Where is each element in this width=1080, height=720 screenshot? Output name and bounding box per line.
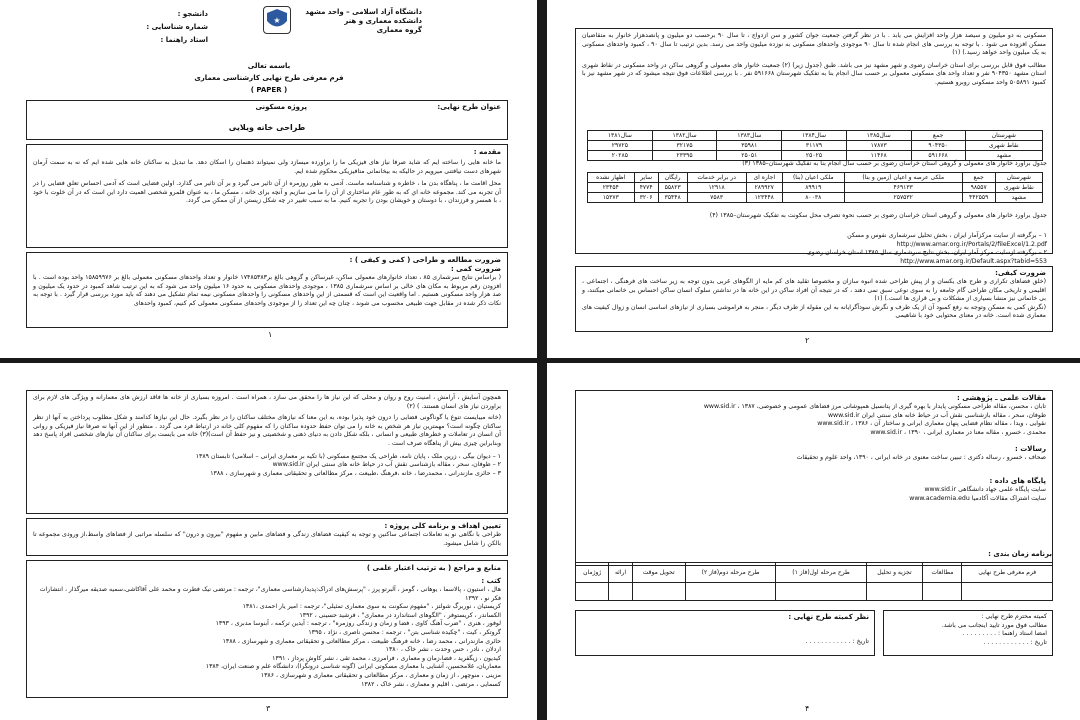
schedule-header-cell: طرح مرحله اول(فاز ۱) xyxy=(776,563,866,583)
book-item: کیدیون ، زیگفرید ، فضا،زمان و معماری ، فرامرزی ، محمد تقی ، نشر کاوش پرداز ، ۱۳۹۱ xyxy=(272,654,501,662)
table-cell: سال۱۳۸۱ xyxy=(588,131,653,141)
table-cell: نقاط شهری xyxy=(965,141,1042,151)
footnote-item: ۱ – دیوان بیگی ، زرین ملک ، پایان نامه، طراحی یک مجتمع مسکونی (با تکیه بر معماری ایرانی – اسلامی) تابستان ۱۳۸۹ xyxy=(195,452,501,460)
table1-caption: جدول براورد خانوار های معمولی و گروهی استان خراسان رضوی بر حسب سال انجام بنا به تفکیک شهرستان–۱۳۸۵ (۳) xyxy=(742,160,1047,167)
schedule-cell xyxy=(962,583,1053,601)
table-cell: ۲۵۰۵۱ xyxy=(717,151,782,161)
table-cell: ۹۰۴۳۵۰ xyxy=(911,141,965,151)
database-item: سایت پایگاه علمی جهاد دانشگاهی www.sid.ir xyxy=(924,485,1046,493)
table-row xyxy=(576,563,1053,583)
table-row xyxy=(588,151,1043,161)
book-item: اردلان ، نادر ، حس وحدت ، نشر خاک ، ۱۳۸۰ xyxy=(385,646,501,654)
table-cell: ۲۳۴۵۴ xyxy=(588,183,635,193)
table-row xyxy=(588,131,1043,141)
table-cell: ۳۲۰۶ xyxy=(634,193,658,203)
table-cell: ۵۵۸۲۳ xyxy=(658,183,687,193)
table-row xyxy=(588,183,1043,193)
table-cell: ۸۹۹۱۹ xyxy=(782,183,844,193)
table-cell: در برابر خدمات xyxy=(687,173,746,183)
quant-necessity-title: ضرورت کمی : xyxy=(450,265,501,273)
necessity-title: ضرورت مطالعه و طراحی ( کمی و کیفی ) : xyxy=(349,256,501,264)
page-3 xyxy=(8,366,530,720)
table-cell: ملکی عرصه و اعیان (زمین و بنا) xyxy=(844,173,962,183)
student-id-label: شماره شناسایی : xyxy=(146,23,208,31)
table-cell: رایگان xyxy=(658,173,687,183)
table-cell: سال۱۳۸۳ xyxy=(717,131,782,141)
table-cell: ۱۲۳۴۴۸ xyxy=(746,193,782,203)
table-cell: ۲۸۹۹۲۷ xyxy=(746,183,782,193)
schedule-header-cell: مطالعات xyxy=(923,563,962,583)
table-cell: ۳۱۱۷۹ xyxy=(782,141,847,151)
qual-continued-text-2: (خانه میبایست تنوع یا گوناگونی فضایی را درون خود پذیرا بوده، به این معنا که نیازهای مختلف ساکنان را در نظر بگیرد. حال این نیازها کدامند و شکل مطلوب پرداختن به آنها از نظر ساکنان چگونه است؟ مهمترین نیاز هر شخص به خانه را می توان حفظ حدوده ساکنان را که مفهوم کلی خانه در ارتباط فرد می گردد . منظور از این آنها نه صرفا نیاز فیزیکی و روانی آن انسان در تعاملات و خطرهای طبیعی و انسانی ، بلکه شکل دادن به دنیای ذهنی و شخصیتی و نیز حفظ آن است)(۳) خانه می بایست برای ساکنان آن نیازهای شخصی افراد پاسخ دهد وبنابراین چیزی بیش از پناهگاه صرف است . xyxy=(33,414,501,447)
page-number: ۲ xyxy=(805,336,810,345)
table-cell: سال۱۳۸۴ xyxy=(782,131,847,141)
table-cell: مشهد xyxy=(995,193,1042,203)
form-title: فرم معرفی طرح نهایی کارشناسی معماری xyxy=(194,74,344,82)
table2-caption: جدول براورد خانوار های معمولی و گروهی استان خراسان رضوی بر حسب نحوه تصرف محل سکونت به تفکیک شهرستان–۱۳۸۵ (۴) xyxy=(709,212,1047,219)
table-cell: ۲۵۷۵۳۲ xyxy=(844,193,962,203)
table-cell: مشهد xyxy=(965,151,1042,161)
mashhad-analysis-text: مطالب فوق قابل بررسی برای استان خراسان رضوی و شهر مشهد نیز می باشد. طبق (جدول زیر) (۲) جمعیت خانوار های معمولی و گروهی ساکن در واحد مسکونی در نقاط شهری استان مشهد ۹۰۴۳۵۰ نفر و تعداد واحد های مسکونی معمولی بر حسب سال انجام بنا به تفکیک شهرستان ۵۹۱۶۶۸ نفر . با بررسی اطلاعات فوق نتیجه میشود که در شهر مشهد نیز با کمبود ۵۰۵۸۹۱ واحد مسکونی روبرو هستیم. xyxy=(582,61,1046,86)
page-separator-vertical xyxy=(537,0,547,720)
table-row xyxy=(576,583,1053,601)
advisor-line: تاریخ : . . . . . . . . . . . . xyxy=(983,638,1047,646)
page-1 xyxy=(8,0,530,354)
table-cell: ۱۲۹۱۸ xyxy=(687,183,746,193)
article-item: نقوایی ، ویدا ، مقاله نظام فضایی پنهان معماری ایرانی و ساختار آن ، ۱۳۸۶ ، www.sid.ir xyxy=(817,420,1046,428)
basmala: باسمه تعالی xyxy=(247,62,291,70)
schedule-cell xyxy=(866,583,923,601)
table-cell: شهرستان xyxy=(995,173,1042,183)
households-by-year-table xyxy=(587,130,1043,161)
book-item: کریستیان ، نوربرگ شولتز ، "مفهوم سکونت به سوی معماری تمثیلی"، ترجمه : امیر یار احمدی ،۱۳۸۱ xyxy=(242,603,501,611)
table-cell: ۴۴۲۵۵۹ xyxy=(962,193,995,203)
advisor-line: کمیته محترم طرح نهایی : xyxy=(981,613,1047,620)
project-title-box xyxy=(26,100,508,140)
table-cell: ملکی اعیان (بنا) xyxy=(782,173,844,183)
table-cell: ۲۵۰۲۵ xyxy=(782,151,847,161)
table-cell: ۳۵۴۴۸ xyxy=(658,193,687,203)
table-cell: ۳۵۹۸۱ xyxy=(717,141,782,151)
page-number: ۳ xyxy=(266,704,271,713)
qual-necessity-text-2: (نگرش کمی به مسکن وتوجه به رفع کمبود آن از یک طرف و نگرش سودآگرایانه به این مقوله از طرف دیگر ، منجر به فراموشی بسیاری از نیازهای اساسی انسان و زوال کیفیت های معماری شده است. خانه در معنای محتوایی خود با شاهیمی xyxy=(582,303,1046,320)
table-cell: جمع xyxy=(962,173,995,183)
table-cell: جمع xyxy=(911,131,965,141)
department-name: گروه معماری xyxy=(376,26,422,34)
introduction-text-1: ما خانه هایی را ساخته ایم که شاید صرفا نیاز های فیزیکی ما را براورده میسازد ولی نمیتواند ذهنمان را اسکان دهد. ما تبدیل به ساکنان خانه هایی شده ایم که نه به سمت آرمان شهرهای دست نیافتنی میرویم در حالیکه به بیخانمانی متافیزیکی محکوم شده ایم. xyxy=(33,159,501,175)
committee-box xyxy=(575,610,875,656)
table-cell: سال۱۳۸۲ xyxy=(652,131,717,141)
student-label: دانشجو : xyxy=(177,10,208,18)
table-cell: ۸۰۰۳۸ xyxy=(782,193,844,203)
page-number: ۴ xyxy=(805,704,810,713)
svg-text:★: ★ xyxy=(273,16,281,25)
goals-title: تعیین اهداف و برنامه کلی پروژه : xyxy=(384,522,501,530)
quant-necessity-text: ( براساس نتایج سرشماری ۸۵ ، تعداد خانوارهای معمولی ساکن، غیرساکن و گروهی بالغ بر۱۷۴۸۵۳۸۳ خانوار و تعداد واحدهای مسکونی معمولی بالغ بر ۱۵۸۵۹۹۷۶ واحد بوده است . با افزودن رقم مربوط به مکان های خالی بر اساس سرشماری ۱۳۸۵ ، موجودی واحدهای مسکونی به حدود ۱۶ میلیون واحد می شود که به این ترتیب شاهد کمبود در حدود یک میلیون و صد هزار واحد مسکونی هستیم . اما واقعیت این است که قسمتی از این واحدهای مسکونی را واحدهای مسکونی نیمه تمام تشکیل می دهند که باید مورد بررسی قرار گیرد . با توجه به نکات ذکر شده در مقابل جهت طبیعی محسوب می شوند ، چنان چه این تعداد را از موجودی واحدهای مسکونی معمولی کم کنیم، کمبود واحدهای xyxy=(33,274,501,307)
schedule-header-cell: فرم معرفی طرح نهایی xyxy=(962,563,1053,583)
book-item: گروتکر ، کیت ، "چکیده شناسی بتن" ، ترجمه : محسن ناصری ، نژاد ، ۱۳۹۵ xyxy=(308,628,501,636)
articles-box xyxy=(575,390,1053,566)
paper-label: ( PAPER ) xyxy=(250,86,288,94)
article-item: تابان ، محسن، مقاله طراحی مسکونی پایدار با بهره گیری از پتانسیل همپوشانی مرز فضاهای عمومی و خصوصی، www.sid.ir ، ۱۳۸۷ xyxy=(703,403,1046,410)
table-cell: ۹۸۵۵۷ xyxy=(962,183,995,193)
introduction-box xyxy=(26,144,508,248)
table-cell: ۵۹۱۶۶۸ xyxy=(911,151,965,161)
necessity-box xyxy=(26,252,508,328)
table-cell: ۷۵۸۳ xyxy=(687,193,746,203)
advisor-approval-box xyxy=(883,610,1053,656)
qualitative-necessity-box xyxy=(575,266,1053,332)
footnotes xyxy=(33,453,501,479)
table-cell: ۲۳۳۹۵ xyxy=(652,151,717,161)
reference-url[interactable]: http://www.amar.org.ir/Default.aspx?tabid=553 xyxy=(900,257,1047,265)
article-item: محمدی ، خسرو ، مقاله معنا در معماری ایرانی ، ۱۳۹۰ ، www.sid.ir xyxy=(870,428,1046,436)
table-cell: شهرستان xyxy=(965,131,1042,141)
table-row xyxy=(588,193,1043,203)
page-number: ۱ xyxy=(268,330,273,339)
faculty-name: دانشکده معماری و هنر xyxy=(344,17,422,25)
qual-necessity-title: ضرورت کیفی: xyxy=(995,269,1046,277)
table-cell: ۱۵۳۷۳ xyxy=(588,193,635,203)
book-item: هال ، استیون ، پالاسما ، یوهانی ، گومز ، آلبرتو پرز ، "پرسش‌های ادراک:پدیدارشناسی معماری"، ترجمه : مرتضی نیک فطرت و محمد علی آقاکاشی،سمیه صدیقه میرگذار ، انتشارات فکر نو ، ۱۳۹۲ xyxy=(39,586,501,602)
committee-title: نظر کمیته طرح نهایی : xyxy=(788,613,869,621)
table-row xyxy=(588,173,1043,183)
database-item: سایت اشتراک مقالات آکادمیا www.academia.edu xyxy=(909,494,1046,502)
schedule-cell xyxy=(609,583,632,601)
table-cell: اظهار نشده xyxy=(588,173,635,183)
schedule-header-cell: تجزیه و تحلیل xyxy=(866,563,923,583)
footnote-item: ۲ – طوفان، سحر ، مقاله بازشناسی نقش آب در حیاط خانه های سنتی ایران www.sid.ir xyxy=(272,461,501,469)
table-cell: ۲۹۷۲۵ xyxy=(588,141,653,151)
households-by-tenure-table xyxy=(587,172,1043,203)
book-item: الکساندر ، کریستوفر ، "الگوهای استاندارد در معماری" ، فرشید حسینی ، ۱۳۹۲ xyxy=(299,611,501,619)
book-item: مزینی ، منوچهر ، از زمان و معماری ، مرکز مطالعاتی و تحقیقاتی معماری و شهرسازی ، ۱۳۸۶ xyxy=(260,671,501,679)
table-cell: سال۱۳۸۵ xyxy=(846,131,911,141)
qual-necessity-text: (خلق فضاهای تکراری و طرح های یکسان و از پیش طراحی شده انبوه سازان و مخصوصا تقلید های کم مایه از الگوهای غربی بدون توجه به زیر ساخت های فرهنگی ، اجتماعی ، اقلیمی و تاریخی مکان طراحی گام جامعه را به سوی نوعی سبق نمی دهند ، که در نتیجه آن افراد ساکن در این خانه ها در نداشتن سلوک انسان ساکن احساس بی خانمانی میکنند، و بی خانمانی نیز منشا بسیاری از مشکلات و بی قراری ها است.) (۱) xyxy=(582,278,1046,303)
theses-title: رسالات : xyxy=(1014,445,1046,454)
qual-continued-box xyxy=(26,390,508,514)
introduction-title: مقدمه : xyxy=(473,148,501,156)
footnote-item: ۳ – حائری مازندرانی ، محمدرضا ، خانه ،فرهنگ ،طبیعت ، مرکز مطالعاتی و تحقیقاتی معماری و شهرسازی ، ۱۳۸۸ xyxy=(210,469,501,477)
book-item: حائری مازندرانی ، محمد رضا ، خانه فرهنگ طبیعت ، مرکز مطالعاتی و تحقیقاتی معماری و شهرسازی ، ۱۳۸۸ xyxy=(222,637,501,645)
references-list xyxy=(583,232,1047,266)
articles-title: مقالات علمی ـ پژوهشی : xyxy=(957,394,1046,402)
schedule-header-cell: تحویل موقت xyxy=(632,563,685,583)
table-cell: ۲۰۲۸۵ xyxy=(588,151,653,161)
schedule-cell xyxy=(923,583,962,601)
project-title-label: عنوان طرح نهایی: xyxy=(437,103,501,111)
schedule-table xyxy=(575,562,1053,601)
page-2 xyxy=(553,0,1072,354)
schedule-cell xyxy=(685,583,776,601)
schedule-cell xyxy=(576,583,609,601)
header-student-info xyxy=(78,8,208,47)
committee-date: تاریخ : . . . . . . . . . . . . xyxy=(805,638,869,645)
book-item: لوفور ، هنری ، "ضرب آهنگ کاوی ، فضا و زمان و زندگی روزمره" ، ترجمه : آیدین ترکمه ، آبنوسا مدبری ، ۱۳۹۳ xyxy=(215,620,501,628)
schedule-title: برنامه زمان بندی : xyxy=(988,550,1052,558)
reference-url[interactable]: http://www.amar.org.ir/Portals/2/fileExcel/1.2.pdf xyxy=(896,240,1047,248)
page-4 xyxy=(553,366,1072,720)
table-cell: نقاط شهری xyxy=(995,183,1042,193)
article-item: طوفان، سحر ، مقاله بازشناسی نقش آب در حیاط خانه های سنتی ایران www.sid.ir xyxy=(827,411,1046,419)
sources-box xyxy=(26,560,508,698)
book-item: معماریان، غلامحسین، آشنایی با معماری مسکونی ایرانی (گونه شناسی درونگرا)، دانشگاه علم و صنعت ایران، ۱۳۸۴ xyxy=(205,663,501,671)
books-title: کتب : xyxy=(481,577,501,585)
table-cell: ۴۷۷۴ xyxy=(634,183,658,193)
advisor-label: استاد راهنما : xyxy=(160,36,208,44)
sources-title: منابع و مراجع ( به ترتیب اعتبار علمی ) xyxy=(366,564,501,572)
reference-item: ۱ – برگرفته از سایت مرکزآمار ایران ، بخش تحلیل سرشماری نفوس و مسکن xyxy=(847,232,1047,239)
table-row xyxy=(588,141,1043,151)
book-item: کسمایی ، مرتضی ، اقلیم و معماری ، نشر خاک ، ۱۳۸۲ xyxy=(361,680,501,688)
table-cell: ۱۱۴۶۸ xyxy=(846,151,911,161)
schedule-cell xyxy=(776,583,866,601)
table-cell: اجاره ای xyxy=(746,173,782,183)
introduction-text-2: محل اقامت ما ، پناهگاه بدن ما ، خاطره و شناسنامه ماست. آدمی به طور روزمره از آن تاثیر می گیرد و بر آن تاثیر می گذارد. اولین فضایی است که آدمی احساس تعلق فضایی را در آن تجربه می کند. مجموعه خانه اي كه به طور عام ساختاری از آن را ما می سازیم و آنچه برای خانه ، مسکن ما ، به عنوان قلمرو شخصی اهمیت دارد این است که در آن خلوت با خود ، با همسر و فرزندان ، با دوستان و خویشان بودن را تجربه کنیم. ما به سبب تغییر در چه شکل زیستن از آن ممکن می گردد. xyxy=(33,180,501,205)
schedule-header-cell: ارائه xyxy=(609,563,632,583)
university-name: دانشگاه آزاد اسلامی – واحد مشهد xyxy=(305,8,422,16)
project-name: طراحی خانه ویلایی xyxy=(228,123,306,132)
thesis-item: صحاف ، خسرو ، رساله دکتری : تبیین ساخت معنوی در خانه ایرانی ، ۱۳۹۰، واحد علوم و تحقیقات xyxy=(796,454,1046,462)
schedule-header-cell: طرح مرحله دوم(فاز ۲) xyxy=(685,563,776,583)
schedule-cell xyxy=(632,583,685,601)
table-cell: سایر xyxy=(634,173,658,183)
header-university xyxy=(252,8,422,35)
goals-text: طراحی با نگاهی نو به تعاملات اجتماعی ساکنین و توجه به کیفیت فضاهای زندگی و فضاهای مابین و مفهوم "بیرون و درون" که سلسله مراتبی از فضاهای واسط،از ورودی مجموعه تا بالکن را شامل میشود. xyxy=(33,531,501,547)
table-cell: ۱۷۸۷۳ xyxy=(846,141,911,151)
advisor-line: مطالب فوق مورد تایید اینجانب می باشد. xyxy=(941,621,1047,629)
databases-title: پایگاه های داده : xyxy=(989,476,1046,485)
schedule-header-cell: ژوژمان xyxy=(576,563,609,583)
table-cell: ۴۶۹۱۳۳ xyxy=(844,183,962,193)
goals-box xyxy=(26,518,508,556)
table-cell: ۳۲۱۷۵ xyxy=(652,141,717,151)
advisor-line: امضا استاد راهنما : . . . . . . . . . xyxy=(962,630,1047,638)
project-type: پروژه مسکونی xyxy=(255,103,307,111)
qual-continued-text: همچون آسایش ، آرامش ، امنیت روح و روان و محلی که این نیاز ها را محقق می سازد ، همراه است . امروزه بسیاری از خانه ها فاقد ارزش های معمارانه و ویژگی های لازم برای براوردن نیاز های انسان هستند. ) (۲) xyxy=(33,394,501,410)
quant-continued-text: مسکونی به دو میلیون و سیصد هزار واحد افزایش می یابد . با در نظر گرفتن جمعیت جوان کشور و سن ازدواج ، تا سال ۹۰ برحسب دو میلیون و پانصدهزار خانوار به متقاضیان مسکن افزوده می شود . با توجه به بررسی های انجام شده تا سال ۹۰ موجودی واحدهای مسکونی به نوزده میلیون واحد می رسد. بدین ترتیب تا سال ۹۰ ، کمبود واحدهای مسکونی به یک میلیون واحد خواهد رسید.) (۱) xyxy=(582,32,1047,57)
reference-item: ۲ – برگرفته ازسایت مرکز آمار ایران، بخش نتایج سرشماری سال ۱۳۸۵ استان خراسان رضوی xyxy=(806,249,1047,257)
